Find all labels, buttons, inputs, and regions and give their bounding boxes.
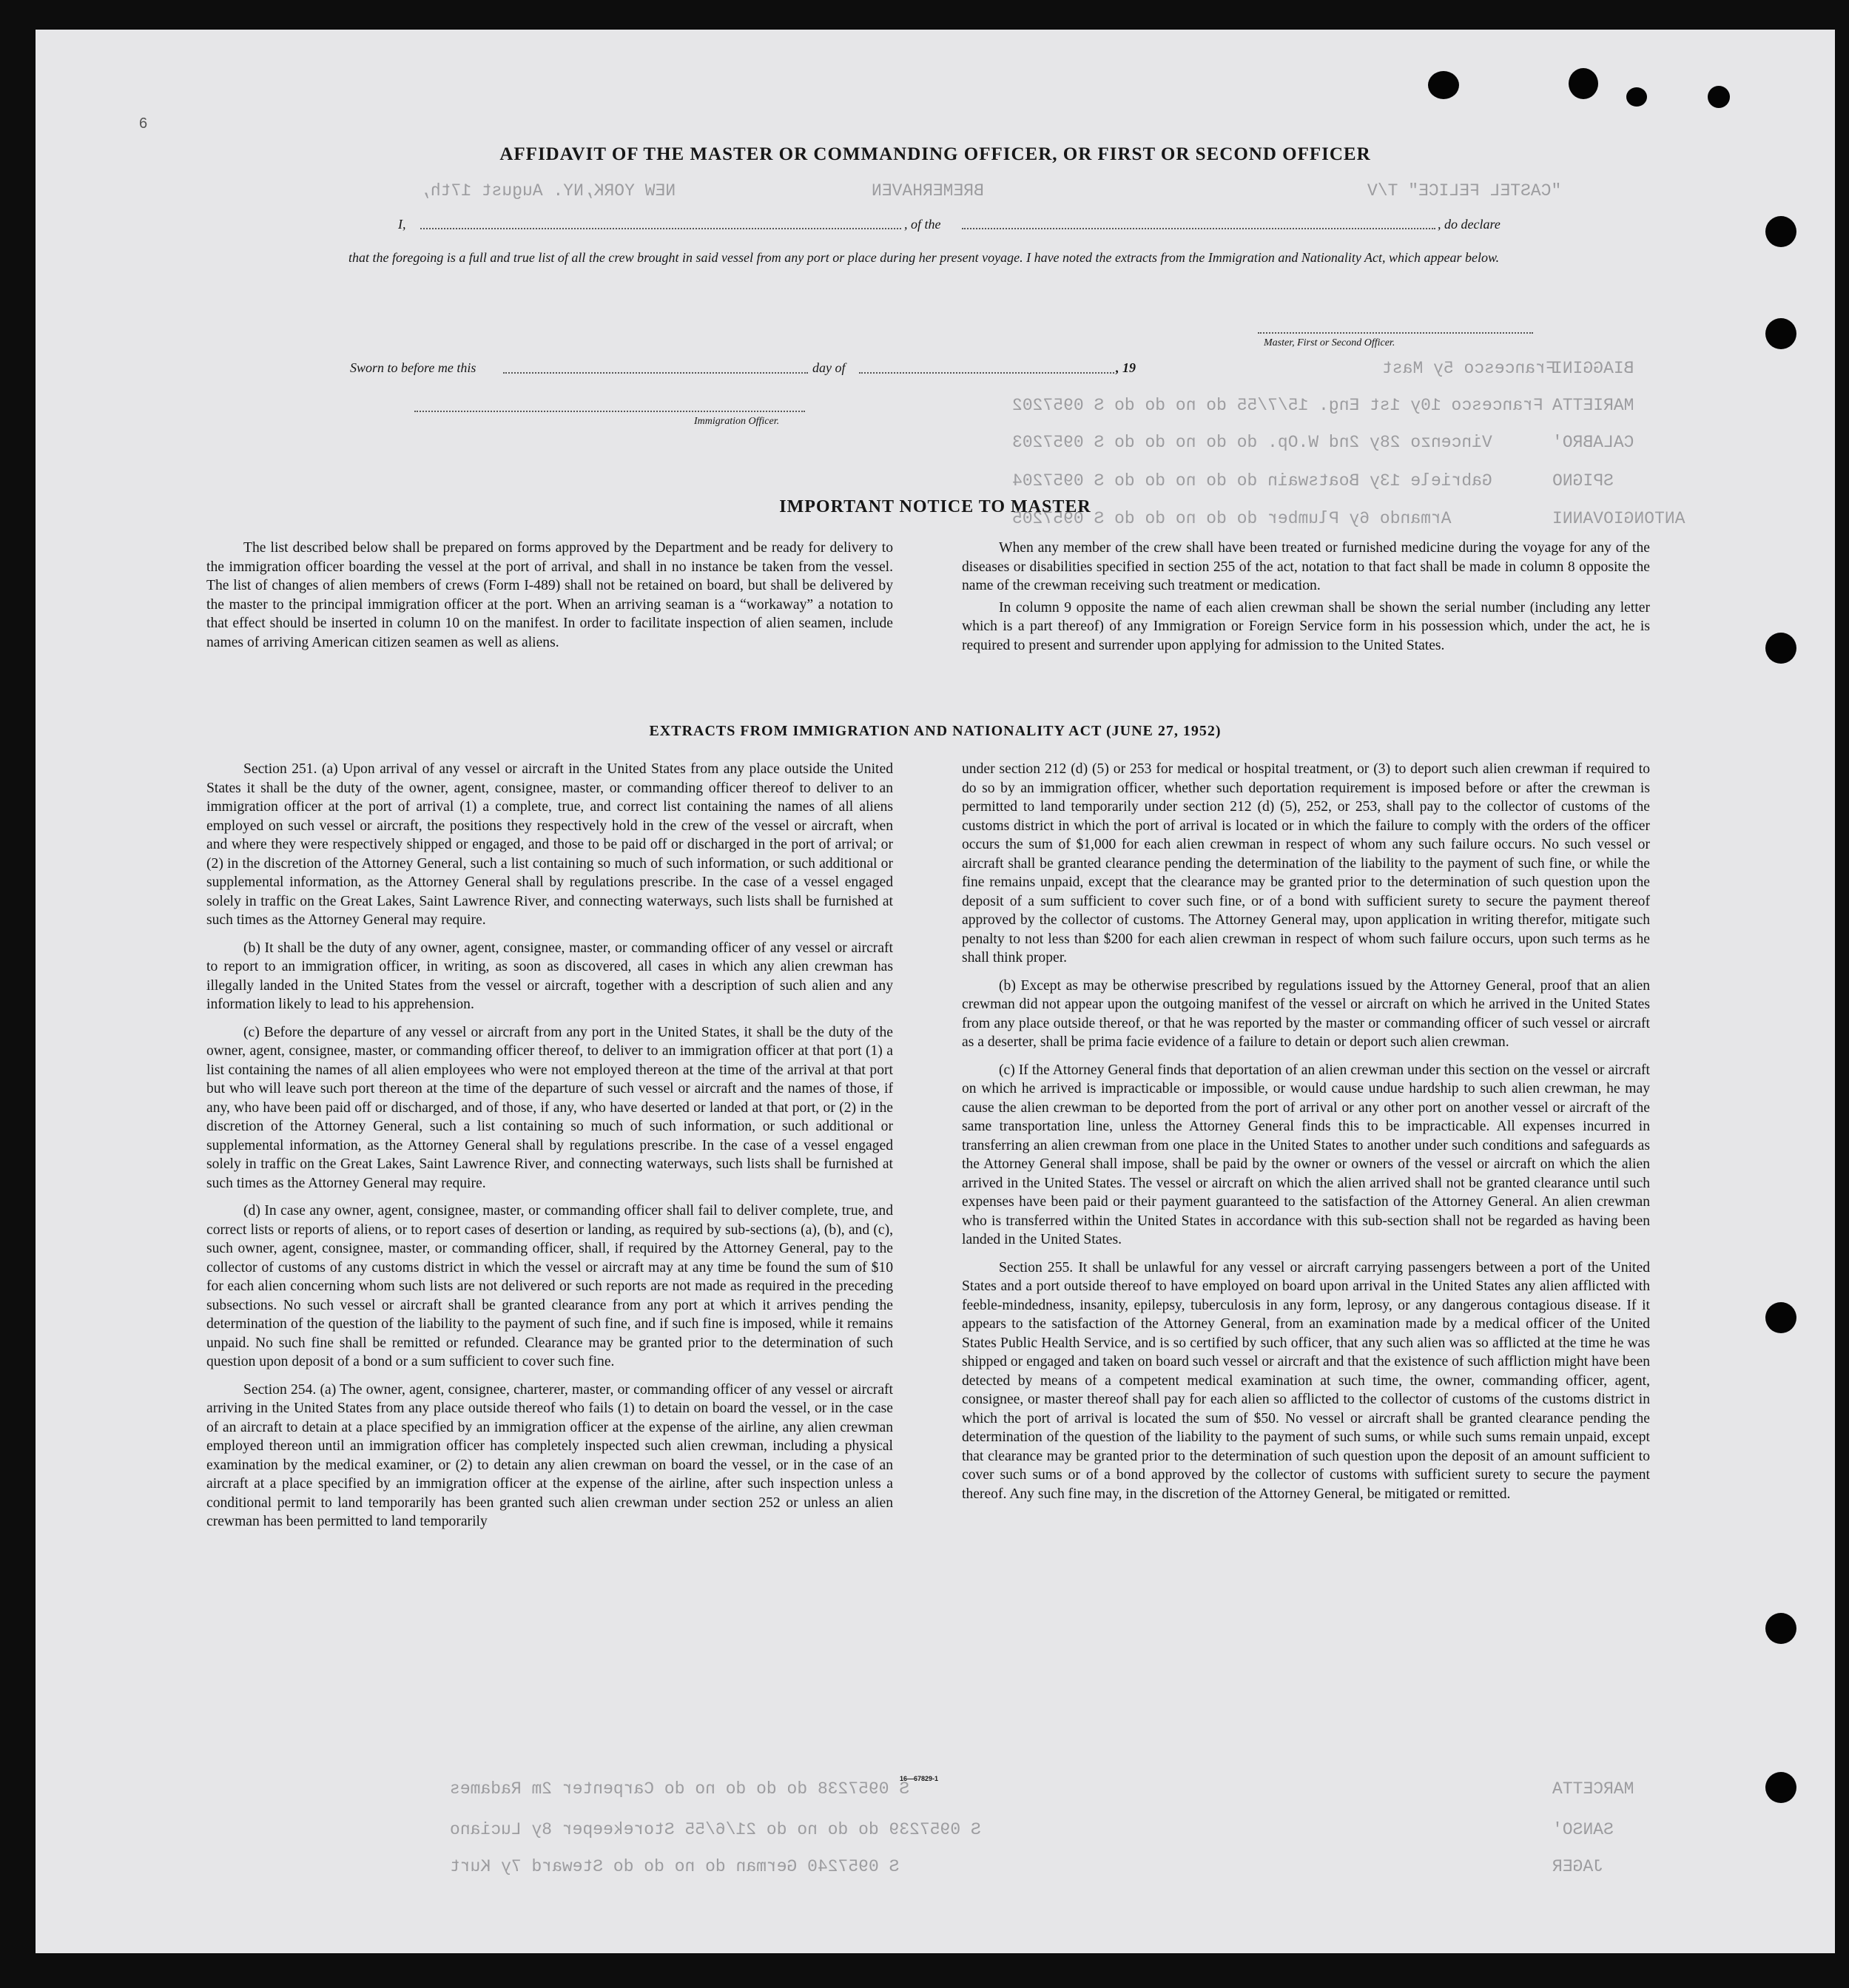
- sworn-month-field[interactable]: [859, 372, 1114, 374]
- extract-paragraph: (c) Before the departure of any vessel or aircraft from any port in the United States, it shall be the duty of the owner, agent, consignee, master, or commanding officer thereof, to deliver to an immigration officer at that port (1) a list containing the names of all alien employees who were not employed thereon at the time of the arrival at that port but who will leave such port thereon at the time of the departure of such vessel or aircraft and the names of those, if any, who have been paid off or discharged, and of those, if any, who have deserted or landed at that port, or (2) in the discretion of the Attorney General, such a list containing so much of such information, or such additional or supplemental information, as the Attorney General shall by regulations prescribe. In the case of a vessel engaged solely in traffic on the Great Lakes, Saint Lawrence River, and connecting waterways, such lists shall be furnished at such times as the Attorney General may require.: [206, 1024, 893, 1191]
- bleed-through-text: BIAGGINI: [1552, 359, 1634, 378]
- extract-paragraph: (b) It shall be the duty of any owner, agent, consignee, master, or commanding officer of any vessel or aircraft to report to an immigration officer, in writing, as soon as discovered, all cases in which any alien crewman has illegally landed in the United States from the vessel or aircraft, together with a description of such alien and any information likely to lead to his apprehension.: [206, 940, 893, 1012]
- extracts-right-column: [962, 760, 1650, 1503]
- bleed-through-text: Francesco 10y 1st Eng. 15/7/55 do no do do S 0957202: [1012, 396, 1543, 415]
- bleed-through-text: ANTONGIOVANNI: [1552, 509, 1685, 528]
- notice-right-paragraph: When any member of the crew shall have been treated or furnished medicine during the voyage for any of the diseases or disabilities specified in section 255 of the act, notation to that fact shall be made in column 8 opposite the name of the crewman receiving such treatment or medication.: [962, 540, 1650, 593]
- notice-title: IMPORTANT NOTICE TO MASTER: [779, 497, 1091, 516]
- day-of-label: day of: [812, 360, 846, 375]
- punch-hole: [1765, 1772, 1796, 1803]
- punch-hole: [1765, 633, 1796, 664]
- master-signature-label: Master, First or Second Officer.: [1264, 337, 1395, 348]
- bleed-through-text: Gabriele 13y Boatswain do do no do do S 0957204: [1012, 471, 1492, 491]
- document-page: [36, 30, 1835, 1953]
- affidavit-of-the-label: , of the: [904, 217, 941, 232]
- bleed-through-text: MARIETTA: [1552, 396, 1634, 415]
- bleed-through-text: S 0957238 do do do no do Carpenter 2m Radames: [450, 1779, 910, 1799]
- immigration-officer-signature-line[interactable]: [414, 411, 805, 412]
- vessel-name-field[interactable]: [962, 228, 1435, 229]
- immigration-officer-label: Immigration Officer.: [694, 416, 780, 427]
- page-number: 6: [139, 115, 148, 132]
- bleed-through-text: CALABRO': [1552, 433, 1634, 452]
- extract-paragraph: (c) If the Attorney General finds that deportation of an alien crewman under this section on the vessel or aircraft on which he arrived is impracticable or impossible, or would cause undue hardship to such alien crewman, he may cause the alien crewman to be deported from the port of arrival or any other port on another vessel or aircraft of the same transportation line, unless the Attorney General finds this to be impracticable. All expenses incurred in transferring an alien crewman from one place in the United States to another under such conditions and safeguards as the Attorney General shall impose, shall be paid by the owner or owners of the vessel or aircraft on which the alien arrived in the United States. The vessel or aircraft on which the alien arrived shall not be granted clearance until such expenses have been paid or their payment guaranteed to the satisfaction of the Attorney General. An alien crewman who is transferred within the United States in accordance with this sub-section shall not be regarded as having been landed in the United States.: [962, 1062, 1650, 1247]
- ink-blot: [1708, 86, 1730, 108]
- affidavit-i-label: I,: [398, 217, 406, 232]
- year-label: , 19: [1116, 360, 1136, 375]
- bleed-through-text: Armando 6y Plumber do do no do do S 0957205: [1012, 509, 1452, 528]
- bleed-through-text: "CASTEL FELICE" T/V: [1367, 181, 1562, 201]
- punch-hole: [1765, 318, 1796, 349]
- bleed-through-text: MARCETTA: [1552, 1779, 1634, 1799]
- punch-hole: [1765, 1613, 1796, 1644]
- bleed-through-text: JAGER: [1552, 1857, 1604, 1876]
- extract-paragraph: under section 212 (d) (5) or 253 for medical or hospital treatment, or (3) to deport such alien crewman if required to do so by an immigration officer, whether such deportation requirement is imposed before or after the crewman is permitted to land temporarily under section 212 (d) (5), 252, or 253, shall pay to the collector of customs of the customs district in which the port of arrival is located or in which the failure to comply with the orders of the officer occurs the sum of $1,000 for each alien crewman in respect of whom any such failure occurs. No such vessel or aircraft shall be granted clearance pending the determination of the liability to the payment of such fine, or while the fine remains unpaid, except that the clearance may be granted prior to the determination of such question upon the deposit of a sum sufficient to cover such fine, or of a bond with sufficient surety to secure the payment thereof approved by the collector of customs. The Attorney General may, upon application in writing therefor, mitigate such penalty to not less than $200 for each alien crewman in respect of whom such failure occurs, upon such terms as he shall think proper.: [962, 761, 1650, 966]
- ink-blot: [1626, 87, 1647, 107]
- bleed-through-text: SPIGNO: [1552, 471, 1614, 491]
- affidavit-do-declare-label: , do declare: [1438, 217, 1501, 232]
- affidavit-statement: that the foregoing is a full and true list of all the crew brought in said vessel from any port or place during her present voyage. I have noted the extracts from the Immigration and Nationality Act, which appear below.: [348, 250, 1500, 265]
- notice-right-text: [962, 539, 1650, 655]
- sworn-day-field[interactable]: [503, 372, 808, 374]
- punch-hole: [1765, 216, 1796, 247]
- master-signature-line[interactable]: [1258, 332, 1533, 334]
- master-name-field[interactable]: [420, 228, 901, 229]
- extract-paragraph: (d) In case any owner, agent, consignee, master, or commanding officer shall fail to deliver complete, true, and correct lists or reports of aliens, or to report cases of desertion or landing, as required by sub-sections (a), (b), and (c), such owner, agent, consignee, master, or commanding officer, shall, if required by the Attorney General, pay to the collector of customs of any customs district in which the vessel or aircraft may at any time be found the sum of $10 for each alien concerning whom such lists are not delivered or such reports are not made as required in the preceding subsections. No such vessel or aircraft shall be granted clearance from any port at which it arrives pending the determination of the question of the liability to the payment of such fine, and if such fine is imposed, while it remains unpaid. No such fine shall be remitted or refunded. Clearance may be granted prior to the determination of such question upon deposit of a bond or a sum sufficient to cover such fine.: [206, 1203, 893, 1369]
- extract-paragraph: Section 251. (a) Upon arrival of any vessel or aircraft in the United States from any place outside the United States it shall be the duty of the owner, agent, consignee, master, or commanding officer thereof to deliver to an immigration officer at the port of arrival (1) a complete, true, and correct list containing the names of all aliens employed on such vessel or aircraft, the positions they respectively hold in the crew of the vessel or aircraft, when and where they were respectively shipped or engaged, and those to be paid off or discharged in the port of arrival; or (2) in the discretion of the Attorney General, such a list containing so much of such information, or such additional or supplemental information, as the Attorney General shall by regulations prescribe. In the case of a vessel engaged solely in traffic on the Great Lakes, Saint Lawrence River, and connecting waterways, such lists shall be furnished at such times as the Attorney General may require.: [206, 761, 893, 928]
- ink-blot: [1569, 68, 1598, 99]
- extract-paragraph: Section 254. (a) The owner, agent, consignee, charterer, master, or commanding officer of any vessel or aircraft arriving in the United States from any place outside thereof who fails (1) to detain on board the vessel, or in the case of an aircraft to detain at a place specified by an immigration officer at the expense of the airline, any alien crewman employed thereon until an immigration officer has completely inspected such alien crewman, including a physical examination by the medical examiner, or (2) to detain any alien crewman on board the vessel, or in the case of an aircraft at a place specified by an immigration officer at the expense of the airline, after such inspection unless a conditional permit to land temporarily has been granted such alien crewman under section 252 or unless an alien crewman has been permitted to land temporarily: [206, 1381, 893, 1529]
- bleed-through-text: S 0957239 do do no do 21/6/55 Storekeeper 8y Luciano: [450, 1820, 981, 1839]
- affidavit-title: AFFIDAVIT OF THE MASTER OR COMMANDING OFFICER, OR FIRST OR SECOND OFFICER: [499, 144, 1371, 164]
- extract-paragraph: (b) Except as may be otherwise prescribed by regulations issued by the Attorney General, proof that an alien crewman did not appear upon the outgoing manifest of the vessel or aircraft on which he arrived in the United States from any place outside thereof, or that he was reported by the master or commanding officer of such vessel or aircraft as a deserter, shall be prima facie evidence of a failure to detain or deport such alien crewman.: [962, 977, 1650, 1050]
- bleed-through-text: Francesco 5y Mast: [1382, 359, 1556, 378]
- extracts-left-column: [206, 760, 893, 1532]
- ink-blot: [1428, 71, 1459, 99]
- form-code: 16—67829-1: [900, 1775, 939, 1782]
- notice-left-text: [206, 539, 893, 652]
- notice-left-paragraph: The list described below shall be prepared on forms approved by the Department and be ready for delivery to the immigration officer boarding the vessel at the port of arrival, and shall in no instance be taken from the vessel. The list of changes of alien members of crews (Form I-489) shall not be retained on board, but shall be delivered by the master to the principal immigration officer at the port. When an arriving seaman is a “workaway” a notation to that effect should be inserted in column 10 on the manifest. In order to facilitate inspection of alien seamen, include names of arriving American citizen seamen as well as aliens.: [206, 540, 893, 650]
- bleed-through-text: NEW YORK,NY. August 17th,: [420, 181, 676, 201]
- bleed-through-text: Vincenzo 28y 2nd W.Op. do do no do do S 0957203: [1012, 433, 1492, 452]
- sworn-label: Sworn to before me this: [350, 360, 476, 375]
- notice-right-paragraph: In column 9 opposite the name of each alien crewman shall be shown the serial number (including any letter which is a part thereof) of any Immigration or Foreign Service form in his possession which, under the act, he is required to present and surrender upon applying for admission to the United States.: [962, 599, 1650, 653]
- extract-paragraph: Section 255. It shall be unlawful for any vessel or aircraft carrying passengers between a port of the United States and a port outside thereof to have employed on board upon arrival in the United States any alien afflicted with feeble-mindedness, insanity, epilepsy, tuberculosis in any form, leprosy, or any dangerous contagious disease. If it appears to the satisfaction of the Attorney General, from an examination made by a medical officer of the United States Public Health Service, and is so certified by such officer, that any such alien was so afflicted at the time he was shipped or engaged and taken on board such vessel or aircraft and that the existence of such affliction might have been detected by means of a competent medical examination at such time, the owner, commanding officer, agent, consignee, or master thereof shall pay for each alien so afflicted to the collector of customs of the customs district in which the port of arrival is located the sum of $50. No vessel or aircraft shall be granted clearance pending the determination of the question of the liability to the payment of such sums, or while such sums remain unpaid, except that clearance may be granted prior to the determination of such question upon the deposit of an amount sufficient to cover such sums or of a bond approved by the collector of customs with sufficient surety to secure the payment thereof. Any such fine may, in the discretion of the Attorney General, be mitigated or remitted.: [962, 1259, 1651, 1502]
- extracts-title: EXTRACTS FROM IMMIGRATION AND NATIONALITY ACT (JUNE 27, 1952): [649, 723, 1222, 739]
- punch-hole: [1765, 1302, 1796, 1333]
- bleed-through-text: SANSO': [1552, 1820, 1614, 1839]
- bleed-through-text: BREMERHAVEN: [872, 181, 984, 201]
- bleed-through-text: S 0957240 German do no do do Steward 7y Kurt: [450, 1857, 900, 1876]
